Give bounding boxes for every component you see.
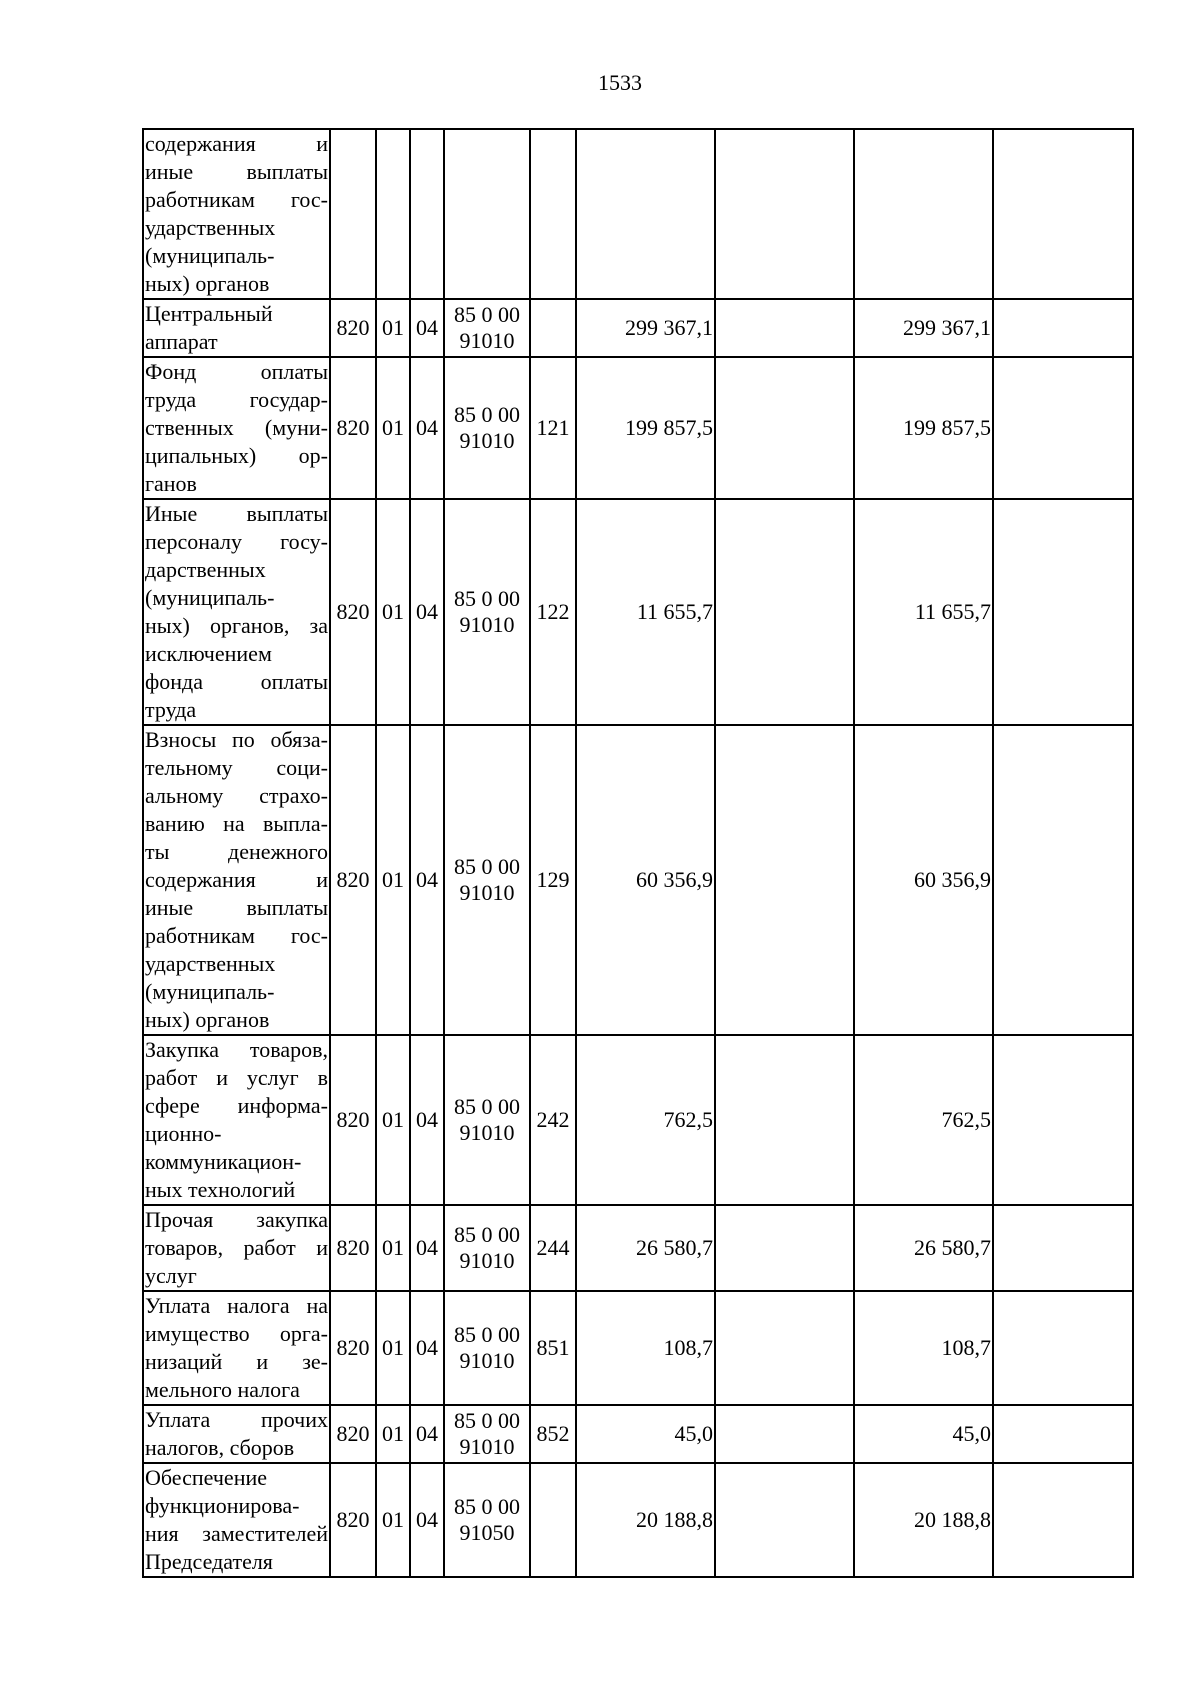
target-article-line: 85 0 00: [454, 302, 520, 327]
row-name-line: Уплата прочих: [145, 1407, 328, 1432]
target-article-cell: [444, 1405, 530, 1463]
row-name-line: ных) органов: [145, 1007, 270, 1032]
amount-cell: [993, 357, 1133, 499]
row-name-line: иные выплаты: [145, 159, 328, 184]
amount-cell: [576, 129, 715, 299]
table-row: [143, 1035, 1133, 1205]
row-name-line: ственных (муни-: [145, 415, 328, 440]
expense-type-cell: 851: [530, 1291, 576, 1405]
target-article-line: 91010: [459, 612, 515, 637]
subsection-code-cell: 04: [410, 499, 444, 725]
row-name-line: ципальных) ор-: [145, 443, 328, 468]
section-code-cell: 01: [376, 299, 410, 357]
amount-cell: 20 188,8: [576, 1463, 715, 1577]
section-code-cell: 01: [376, 1205, 410, 1291]
row-name-line: ния заместителей: [145, 1521, 328, 1546]
row-name-line: содержания и: [145, 131, 328, 156]
row-name-cell: [143, 1291, 330, 1405]
row-name-line: (муниципаль-: [145, 979, 275, 1004]
row-name-line: ванию на выпла-: [145, 811, 328, 836]
amount-cell: 26 580,7: [854, 1205, 993, 1291]
row-name-line: сфере информа-: [145, 1093, 328, 1118]
row-name-line: ных) органов: [145, 271, 270, 296]
row-name-line: налогов, сборов: [145, 1435, 295, 1460]
row-name-line: Обеспечение: [145, 1465, 267, 1490]
row-name-line: иные выплаты: [145, 895, 328, 920]
grbs-code-cell: 820: [330, 357, 376, 499]
amount-cell: [993, 725, 1133, 1035]
row-name-line: мельного налога: [145, 1377, 300, 1402]
row-name-cell: [143, 129, 330, 299]
row-name-line: тельному соци-: [145, 755, 328, 780]
amount-cell: 11 655,7: [576, 499, 715, 725]
amount-cell: [715, 299, 854, 357]
row-name-line: функционирова-: [145, 1493, 300, 1518]
row-name-line: Уплата налога на: [145, 1293, 328, 1318]
section-code-cell: [376, 129, 410, 299]
section-code-cell: 01: [376, 499, 410, 725]
amount-cell: [993, 299, 1133, 357]
subsection-code-cell: 04: [410, 1463, 444, 1577]
row-name-line: ционно-: [145, 1121, 222, 1146]
table-row: [143, 1463, 1133, 1577]
grbs-code-cell: 820: [330, 725, 376, 1035]
page-number: 1533: [598, 70, 642, 95]
section-code-cell: 01: [376, 1035, 410, 1205]
row-name-line: Прочая закупка: [145, 1207, 328, 1232]
row-name-cell: [143, 499, 330, 725]
target-article-cell: [444, 1463, 530, 1577]
grbs-code-cell: 820: [330, 1291, 376, 1405]
amount-cell: [715, 725, 854, 1035]
amount-cell: 60 356,9: [576, 725, 715, 1035]
table-row: [143, 1205, 1133, 1291]
target-article-line: 85 0 00: [454, 1094, 520, 1119]
amount-cell: 199 857,5: [854, 357, 993, 499]
row-name-line: работникам гос-: [145, 187, 328, 212]
target-article-cell: [444, 499, 530, 725]
amount-cell: [715, 357, 854, 499]
amount-cell: [993, 1205, 1133, 1291]
row-name-line: имущество орга-: [145, 1321, 328, 1346]
grbs-code-cell: 820: [330, 299, 376, 357]
expense-type-cell: 122: [530, 499, 576, 725]
amount-cell: [715, 1463, 854, 1577]
budget-table: [142, 128, 1134, 1578]
amount-cell: [715, 129, 854, 299]
grbs-code-cell: 820: [330, 499, 376, 725]
target-article-line: 91010: [459, 328, 515, 353]
row-name-line: (муниципаль-: [145, 585, 275, 610]
grbs-code-cell: 820: [330, 1205, 376, 1291]
section-code-cell: 01: [376, 357, 410, 499]
amount-cell: 199 857,5: [576, 357, 715, 499]
row-name-line: ных технологий: [145, 1177, 296, 1202]
row-name-line: труда: [145, 697, 197, 722]
subsection-code-cell: 04: [410, 1205, 444, 1291]
expense-type-cell: [530, 129, 576, 299]
amount-cell: [715, 1035, 854, 1205]
section-code-cell: 01: [376, 1463, 410, 1577]
row-name-line: работникам гос-: [145, 923, 328, 948]
subsection-code-cell: 04: [410, 725, 444, 1035]
amount-cell: 45,0: [854, 1405, 993, 1463]
row-name-line: содержания и: [145, 867, 328, 892]
amount-cell: [715, 1291, 854, 1405]
amount-cell: 108,7: [576, 1291, 715, 1405]
grbs-code-cell: 820: [330, 1035, 376, 1205]
row-name-line: Фонд оплаты: [145, 359, 328, 384]
table-row: [143, 299, 1133, 357]
expense-type-cell: 121: [530, 357, 576, 499]
row-name-cell: [143, 1035, 330, 1205]
target-article-line: 85 0 00: [454, 1322, 520, 1347]
amount-cell: 299 367,1: [576, 299, 715, 357]
table-row: [143, 499, 1133, 725]
target-article-line: 91050: [459, 1520, 515, 1545]
row-name-line: дарственных: [145, 557, 266, 582]
target-article-line: 85 0 00: [454, 1494, 520, 1519]
amount-cell: [993, 1035, 1133, 1205]
table-row: [143, 357, 1133, 499]
target-article-line: 85 0 00: [454, 402, 520, 427]
row-name-line: Взносы по обяза-: [145, 727, 328, 752]
amount-cell: 108,7: [854, 1291, 993, 1405]
amount-cell: 45,0: [576, 1405, 715, 1463]
row-name-cell: [143, 725, 330, 1035]
table-row: [143, 1405, 1133, 1463]
target-article-line: 85 0 00: [454, 1222, 520, 1247]
subsection-code-cell: 04: [410, 1405, 444, 1463]
target-article-cell: [444, 357, 530, 499]
row-name-line: коммуникацион-: [145, 1149, 302, 1174]
grbs-code-cell: 820: [330, 1463, 376, 1577]
expense-type-cell: 129: [530, 725, 576, 1035]
subsection-code-cell: 04: [410, 1291, 444, 1405]
target-article-line: 91010: [459, 1248, 515, 1273]
row-name-line: работ и услуг в: [145, 1065, 328, 1090]
amount-cell: [993, 499, 1133, 725]
target-article-line: 91010: [459, 428, 515, 453]
row-name-line: ударственных: [145, 215, 276, 240]
row-name-line: ударственных: [145, 951, 276, 976]
row-name-line: Закупка товаров,: [145, 1037, 328, 1062]
row-name-line: аппарат: [145, 329, 218, 354]
target-article-line: 85 0 00: [454, 854, 520, 879]
row-name-cell: [143, 1405, 330, 1463]
target-article-line: 85 0 00: [454, 1408, 520, 1433]
amount-cell: [993, 129, 1133, 299]
row-name-line: Центральный: [145, 301, 273, 326]
row-name-line: персоналу госу-: [145, 529, 328, 554]
section-code-cell: 01: [376, 1291, 410, 1405]
row-name-line: альному страхо-: [145, 783, 328, 808]
amount-cell: [993, 1405, 1133, 1463]
section-code-cell: 01: [376, 1405, 410, 1463]
row-name-line: Иные выплаты: [145, 501, 328, 526]
expense-type-cell: 244: [530, 1205, 576, 1291]
table-row: [143, 129, 1133, 299]
row-name-line: услуг: [145, 1263, 197, 1288]
row-name-line: исключением: [145, 641, 272, 666]
amount-cell: 762,5: [854, 1035, 993, 1205]
expense-type-cell: 242: [530, 1035, 576, 1205]
row-name-cell: [143, 1205, 330, 1291]
row-name-line: ных) органов, за: [145, 613, 328, 638]
expense-type-cell: [530, 299, 576, 357]
target-article-line: 91010: [459, 1348, 515, 1373]
row-name-cell: [143, 299, 330, 357]
row-name-line: ганов: [145, 471, 197, 496]
subsection-code-cell: 04: [410, 357, 444, 499]
amount-cell: 26 580,7: [576, 1205, 715, 1291]
amount-cell: [715, 1405, 854, 1463]
row-name-line: труда государ-: [145, 387, 328, 412]
target-article-line: 91010: [459, 880, 515, 905]
amount-cell: 11 655,7: [854, 499, 993, 725]
amount-cell: [993, 1463, 1133, 1577]
grbs-code-cell: 820: [330, 1405, 376, 1463]
row-name-line: (муниципаль-: [145, 243, 275, 268]
subsection-code-cell: 04: [410, 1035, 444, 1205]
amount-cell: [715, 499, 854, 725]
table-row: [143, 1291, 1133, 1405]
row-name-cell: [143, 1463, 330, 1577]
subsection-code-cell: 04: [410, 299, 444, 357]
row-name-line: низаций и зе-: [145, 1349, 328, 1374]
target-article-cell: [444, 129, 530, 299]
subsection-code-cell: [410, 129, 444, 299]
target-article-line: 91010: [459, 1120, 515, 1145]
target-article-line: 85 0 00: [454, 586, 520, 611]
row-name-cell: [143, 357, 330, 499]
amount-cell: 60 356,9: [854, 725, 993, 1035]
expense-type-cell: [530, 1463, 576, 1577]
target-article-cell: [444, 1291, 530, 1405]
grbs-code-cell: [330, 129, 376, 299]
row-name-line: Председателя: [145, 1549, 273, 1574]
amount-cell: 762,5: [576, 1035, 715, 1205]
target-article-cell: [444, 1205, 530, 1291]
amount-cell: [993, 1291, 1133, 1405]
target-article-cell: [444, 1035, 530, 1205]
amount-cell: 20 188,8: [854, 1463, 993, 1577]
table-row: [143, 725, 1133, 1035]
amount-cell: [854, 129, 993, 299]
target-article-cell: [444, 299, 530, 357]
expense-type-cell: 852: [530, 1405, 576, 1463]
section-code-cell: 01: [376, 725, 410, 1035]
target-article-line: 91010: [459, 1434, 515, 1459]
row-name-line: товаров, работ и: [145, 1235, 328, 1260]
amount-cell: 299 367,1: [854, 299, 993, 357]
row-name-line: фонда оплаты: [145, 669, 328, 694]
row-name-line: ты денежного: [145, 839, 328, 864]
amount-cell: [715, 1205, 854, 1291]
target-article-cell: [444, 725, 530, 1035]
